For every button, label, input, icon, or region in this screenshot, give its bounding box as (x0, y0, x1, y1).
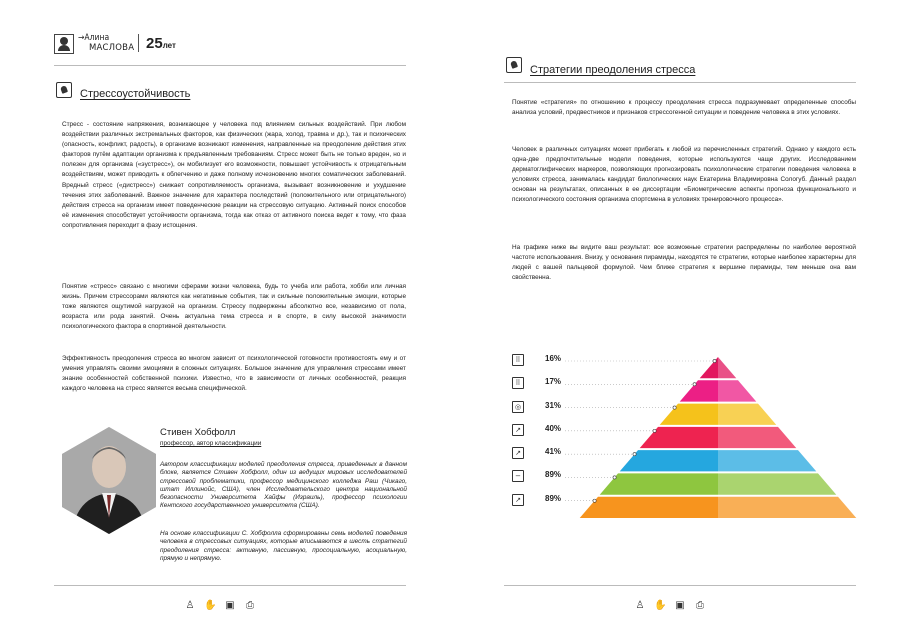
section-title-strategies: Стратегии преодоления стресса (530, 64, 696, 76)
arrow-box-icon: ↗ (512, 494, 524, 506)
legend-percent-label: 89% (545, 470, 562, 480)
pyramid-band-right (718, 357, 736, 378)
pyramid-band-right (718, 427, 796, 448)
hand-icon[interactable]: ✋ (204, 600, 217, 611)
pyramid-band-left (660, 404, 718, 425)
monitor-icon[interactable]: ▣ (675, 600, 685, 611)
pyramid-band-right (718, 450, 816, 471)
minus-box-icon: − (512, 470, 524, 482)
paragraph-2: Понятие «стресс» связано с многими сферами жизни человека, будь то учеба или работа, хобби или личная жизнь. Причем стрессорами являются как негативные события, так и сильные положительные эмоции, которые тоже являются ощутимой нагрузкой на организм. Стрессу подвержены абсолютно все, независимо от пола, возраста или рода занятий. Очень актуальна тема стресса и в спорте, в силу высокой значимости психологического фактора в спортивной деятельности. (62, 283, 406, 331)
legend-percent-label: 89% (545, 493, 562, 503)
pyramid-point (653, 429, 656, 432)
quote-author-role: профессор, автор классификации (160, 440, 262, 447)
target-icon: ◎ (512, 401, 524, 413)
quote-author-name: Стивен Хобфолл (160, 427, 236, 438)
pyramid-point (693, 383, 696, 386)
pyramid-point (673, 406, 676, 409)
pyramid-point (713, 359, 716, 362)
monitor-icon[interactable]: ▣ (225, 600, 235, 611)
arrow-box-icon: ↗ (512, 447, 524, 459)
legend-percent-label: 41% (545, 447, 562, 457)
hand-icon[interactable]: ✋ (654, 600, 667, 611)
pyramid-band-right (718, 404, 776, 425)
legend-percent-label: 31% (545, 400, 562, 410)
people-icon[interactable]: ♙ (635, 600, 645, 611)
pyramid-band-right (718, 380, 756, 401)
paragraph-1: Стресс - состояние напряжения, возникающее у человека под влиянием сильных воздействий. При любом воздействии различных экстремальных факторов, как физических (жара, холод, травма и др.), так и психических (опасность, конфликт, радость), в организме возникают изменения, направленные на преодоление действия этих факторов путём адаптации организма к предъявленным требованиям. Стресс может быть не только вреден, но и полезен для организма («эустресс»), он мобилизует его возможности, повышает устойчивость к отрицательным воздействиям, может приводить к облегчению и даже полному исчезновению многих соматических заболеваний. Вредный стресс («дистресс») снижает сопротивляемость организма, вызывает возникновение и ухудшение течения этих заболеваний. Важное значение для характера последствий (положительного или отрицательного) действия стресса на организм имеет поведенческие реакции на стрессовую ситуацию. Активный поиск способов её изменения способствует устойчивости организма, тогда как отказ от активного поиска ведет к тому, что фаза сопротивления переходит в фазу истощения. (62, 121, 406, 229)
pyramid-band-left (600, 473, 718, 494)
pyramid-band-right (718, 473, 836, 494)
paragraph-3: Эффективность преодоления стресса во многом зависит от психологической готовности противостоять ему и от умения управлять своими эмоциями в сложных ситуациях. Большое значение для управления стрессами имеет знание особенностей собственной психики. Известно, что в зависимости от личных особенностей, реакция каждого человека на стресс является весьма специфической. (62, 355, 406, 393)
legend-percent-label: 17% (545, 377, 562, 387)
printer-icon[interactable]: ⎙ (696, 600, 704, 611)
right-paragraph-2: Человек в различных ситуациях может прибегать к любой из перечисленных стратегий. Однако у каждого есть одна-две предпочтительные модели поведения, которые используются чаще других. Исследованием дерматоглифических маркеров, позволяющих прогнозировать психологические стратегии поведения человека в условиях стресса, занималась кандидат биологических наук Екатерина Владимировна Сологуб. Данный раздел основан на результатах, описанных в ее диссертации «Биометрические аспекты прогноза функционального и психологического состояния организма спортсмена в условиях тренировочного процесса». (512, 146, 856, 204)
right-paragraph-3: На графике ниже вы видите ваш результат: все возможные стратегии распределены по наиболее вероятной частоте использования. Внизу, у основания пирамиды, находятся те стратегии, которые наиболее характерны для людей с вашей пальцевой формулой. Чем ближе стратегия к вершине пирамиды, тем меньше она вам свойственна. (512, 244, 856, 282)
pyramid-point (613, 476, 616, 479)
header-age: 25лет (146, 35, 176, 52)
legend-percent-label: 40% (545, 423, 562, 433)
arrow-box-icon: ↗ (512, 424, 524, 436)
legend-percent-label: 16% (545, 354, 562, 363)
printer-icon[interactable]: ⎙ (246, 600, 254, 611)
pyramid-point (593, 499, 596, 502)
people-icon[interactable]: ♙ (185, 600, 195, 611)
pyramid-point (633, 453, 636, 456)
section-title-stress-resistance: Стрессоустойчивость (80, 88, 191, 100)
pyramid-band-left (680, 380, 718, 401)
grid-icon: ⠿ (512, 354, 524, 366)
header-first-name: →Алина (78, 33, 110, 43)
pyramid-band-right (718, 497, 856, 518)
right-paragraph-1: Понятие «стратегия» по отношению к процессу преодоления стресса подразумевает определенные способы анализа условий, предвестников и признаков стрессогенной ситуации и поведение человека в этих условиях. (512, 99, 856, 117)
grid-icon: ⠿ (512, 377, 524, 389)
pyramid-band-left (580, 497, 718, 518)
pyramid-band-left (640, 427, 718, 448)
quote-text-2: На основе классификации С. Хобфолла сформированы семь моделей поведения человека в стрессовых ситуациях, которые вписываются в шесть стратегий преодоления стресса: активную, пассивную, просоциальную, асоциальную, прямую и непрямую. (160, 530, 407, 562)
header-last-name: МАСЛОВА (89, 43, 135, 53)
quote-text-1: Автором классификации моделей преодоления стресса, приведенных в данном блоке, является Стивен Хобфолл, один из ведущих мировых исследователей стрессовой проблематики, профессор медицинского колледжа Раш (Чикаго, штат Иллинойс, США), член Исследовательского центра национальной безопасности Университета Хайфы (Израиль), профессор психологии Кентского государственного университета (США). (160, 461, 407, 510)
